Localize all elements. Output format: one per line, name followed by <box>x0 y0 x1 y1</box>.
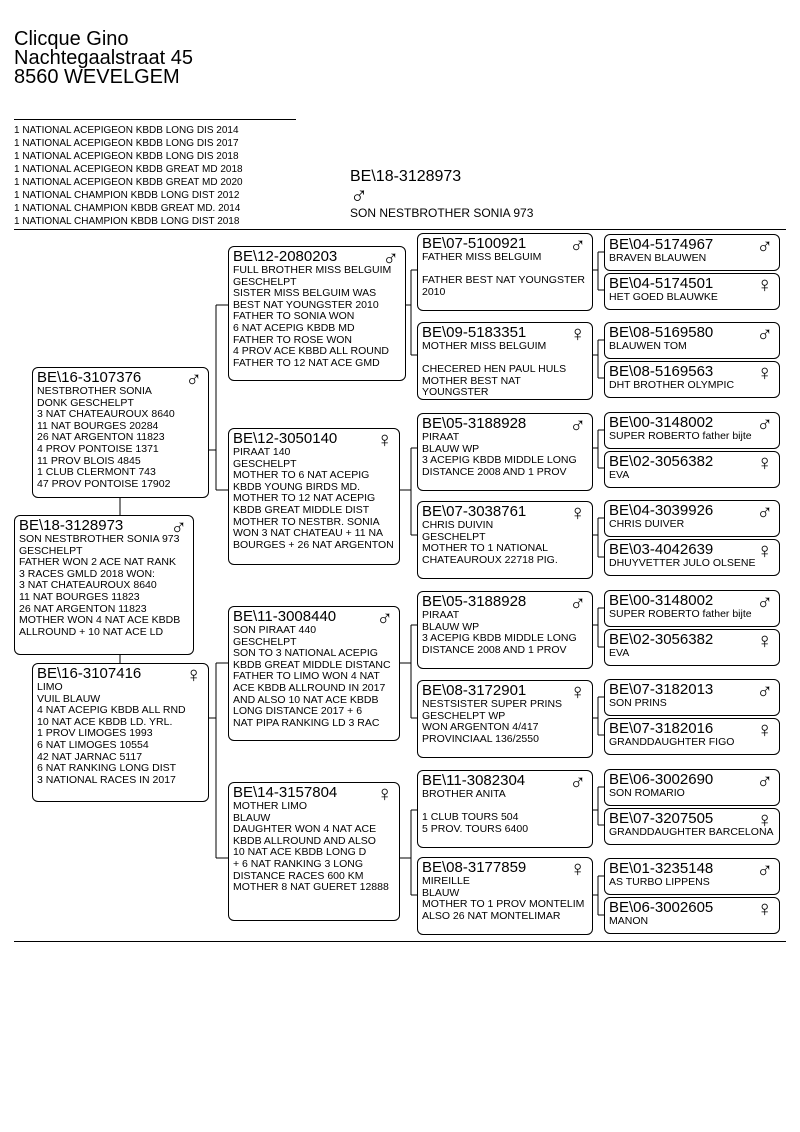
female-icon: ♀ <box>756 361 773 385</box>
female-icon: ♀ <box>569 857 586 881</box>
male-icon: ♂ <box>185 367 202 391</box>
pedigree-box-gen5 <box>604 590 780 627</box>
pigeon-info: SUPER ROBERTO father bijte <box>609 430 752 442</box>
pedigree-box-gen5 <box>604 769 780 806</box>
female-icon: ♀ <box>569 501 586 525</box>
pedigree-box-gen5 <box>604 897 780 934</box>
pedigree-box-gen4 <box>417 591 593 669</box>
achievement-item: 1 NATIONAL CHAMPION KBDB LONG DIST 2018 <box>14 216 240 227</box>
pedigree-box-gen5 <box>604 718 780 755</box>
pedigree-box-gen5 <box>604 539 780 576</box>
ring-number: BE\00-3148002 <box>609 414 714 431</box>
ring-number: BE\11-3082304 <box>422 772 526 789</box>
ring-number: BE\16-3107416 <box>37 665 142 682</box>
achievement-item: 1 NATIONAL ACEPIGEON KBDB LONG DIS 2017 <box>14 138 239 149</box>
pedigree-box-gen5 <box>604 234 780 271</box>
ring-number: BE\04-5174501 <box>609 275 714 292</box>
pigeon-info: CHRIS DUIVER <box>609 518 685 530</box>
ring-number: BE\00-3148002 <box>609 592 714 609</box>
ring-number: BE\12-3050140 <box>233 430 338 447</box>
ring-number: BE\07-3182016 <box>609 720 714 737</box>
pedigree-box-gen5 <box>604 412 780 449</box>
pigeon-info: NESTBROTHER SONIA DONK GESCHELPT 3 NAT CHATEAUROUX 8640 11 NAT BOURGES 20284 26 NAT ARGENTON 11823 4 PROV PONTOISE 1371 11 PROV BLOIS 4845 1 CLUB CLERMONT 743 47 PROV PONTOISE 17902 <box>37 385 175 490</box>
ring-number: BE\05-3188928 <box>422 415 527 432</box>
ring-number: BE\06-3002690 <box>609 771 714 788</box>
pigeon-info: GRANDDAUGHTER BARCELONA <box>609 826 774 838</box>
pedigree-box-gen5 <box>604 858 780 895</box>
pigeon-info: FATHER MISS BELGUIM FATHER BEST NAT YOUNGSTER 2010 <box>422 251 585 298</box>
pigeon-info: HET GOED BLAUWKE <box>609 291 718 303</box>
ring-number: BE\02-3056382 <box>609 453 714 470</box>
owner-name: Clicque Gino <box>14 28 129 50</box>
pigeon-info: EVA <box>609 469 630 481</box>
male-icon: ♂ <box>376 606 393 630</box>
pigeon-info: GRANDDAUGHTER FIGO <box>609 736 735 748</box>
pigeon-info: SUPER ROBERTO father bijte <box>609 608 752 620</box>
ring-number: BE\07-5100921 <box>422 235 527 252</box>
ring-number: BE\04-5174967 <box>609 236 714 253</box>
ring-number: BE\09-5183351 <box>422 324 527 341</box>
pigeon-info: NESTSISTER SUPER PRINS GESCHELPT WP WON ARGENTON 4/417 PROVINCIAAL 136/2550 <box>422 698 563 745</box>
female-icon: ♀ <box>756 273 773 297</box>
female-icon: ♀ <box>569 680 586 704</box>
achievement-item: 1 NATIONAL ACEPIGEON KBDB LONG DIS 2018 <box>14 151 239 162</box>
male-icon: ♂ <box>756 590 773 614</box>
female-icon: ♀ <box>756 808 773 832</box>
ring-number: BE\07-3207505 <box>609 810 714 827</box>
pigeon-info: SON PIRAAT 440 GESCHELPT SON TO 3 NATIONAL ACEPIG KBDB GREAT MIDDLE DISTANC FATHER TO LIMO WON 4 NAT ACE KBDB ALLROUND IN 2017 AND ALSO 10 NAT ACE KBDB LONG DISTANCE 2017 + 6 NAT PIPA RANKING LD 3 RAC <box>233 624 391 729</box>
female-icon: ♀ <box>756 629 773 653</box>
female-icon: ♀ <box>756 451 773 475</box>
female-icon: ♀ <box>376 428 393 452</box>
pedigree-box-gen4 <box>417 680 593 758</box>
ring-number: BE\05-3188928 <box>422 593 527 610</box>
male-icon: ♂ <box>756 858 773 882</box>
pigeon-info: CHRIS DUIVIN GESCHELPT MOTHER TO 1 NATIONAL CHATEAUROUX 22718 PIG. <box>422 519 558 566</box>
ring-number: BE\14-3157804 <box>233 784 338 801</box>
pedigree-box-gen4 <box>417 322 593 400</box>
male-icon: ♂ <box>756 769 773 793</box>
male-icon: ♂ <box>756 412 773 436</box>
male-icon: ♂ <box>382 246 399 270</box>
subject-ring-number: BE\18-3128973 <box>350 168 462 185</box>
pedigree-box-gen4 <box>417 413 593 491</box>
ring-number: BE\06-3002605 <box>609 899 714 916</box>
ring-number: BE\12-2080203 <box>233 248 338 265</box>
ring-number: BE\07-3182013 <box>609 681 714 698</box>
achievement-item: 1 NATIONAL ACEPIGEON KBDB LONG DIS 2014 <box>14 125 239 136</box>
ring-number: BE\16-3107376 <box>37 369 142 386</box>
ring-number: BE\01-3235148 <box>609 860 714 877</box>
female-icon: ♀ <box>756 897 773 921</box>
ring-number: BE\03-4042639 <box>609 541 714 558</box>
ring-number: BE\18-3128973 <box>19 517 124 534</box>
male-icon: ♂ <box>756 322 773 346</box>
female-icon: ♀ <box>185 663 202 687</box>
owner-city: 8560 WEVELGEM <box>14 66 180 88</box>
pedigree-box-gen5 <box>604 273 780 310</box>
ring-number: BE\11-3008440 <box>233 608 337 625</box>
pigeon-info: AS TURBO LIPPENS <box>609 876 710 888</box>
male-icon: ♂ <box>569 770 586 794</box>
male-icon: ♂ <box>756 679 773 703</box>
ring-number: BE\02-3056382 <box>609 631 714 648</box>
pigeon-info: MOTHER MISS BELGUIM CHECERED HEN PAUL HULS MOTHER BEST NAT YOUNGSTER <box>422 340 567 399</box>
ring-number: BE\08-5169563 <box>609 363 714 380</box>
pigeon-info: SON NESTBROTHER SONIA 973 GESCHELPT FATHER WON 2 ACE NAT RANK 3 RACES GMLD 2018 WON: 3 NAT CHATEAUROUX 8640 11 NAT BOURGES 11823 26 NAT ARGENTON 11823 MOTHER WON 4 NAT ACE KBDB ALLROUND + 10 NAT ACE LD <box>19 533 181 638</box>
pigeon-info: DHT BROTHER OLYMPIC <box>609 379 735 391</box>
pigeon-info: SON PRINS <box>609 697 667 709</box>
pedigree-box-dam <box>32 663 209 802</box>
pedigree-box-gen5 <box>604 322 780 359</box>
pedigree-box-gen5 <box>604 808 780 845</box>
achievement-item: 1 NATIONAL ACEPIGEON KBDB GREAT MD 2018 <box>14 164 243 175</box>
female-icon: ♀ <box>569 322 586 346</box>
pigeon-info: BROTHER ANITA 1 CLUB TOURS 504 5 PROV. TOURS 6400 <box>422 788 529 835</box>
achievement-item: 1 NATIONAL CHAMPION KBDB LONG DIST 2012 <box>14 190 240 201</box>
pigeon-info: EVA <box>609 647 630 659</box>
ring-number: BE\08-5169580 <box>609 324 714 341</box>
pedigree-box-gen3 <box>228 606 400 741</box>
owner-street: Nachtegaalstraat 45 <box>14 47 194 69</box>
pedigree-box-gen4 <box>417 233 593 311</box>
male-icon: ♂ <box>569 233 586 257</box>
pigeon-info: MANON <box>609 915 649 927</box>
female-icon: ♀ <box>376 782 393 806</box>
pedigree-box-gen5 <box>604 361 780 398</box>
achievement-item: 1 NATIONAL CHAMPION KBDB GREAT MD. 2014 <box>14 203 241 214</box>
pigeon-info: BRAVEN BLAUWEN <box>609 252 707 264</box>
pigeon-info: PIRAAT 140 GESCHELPT MOTHER TO 6 NAT ACEPIG KBDB YOUNG BIRDS MD. MOTHER TO 12 NAT ACEPIG KBDB GREAT MIDDLE DIST MOTHER TO NESTBR. SONIA WON 3 NAT CHATEAU + 11 NA BOURGES + 26 NAT ARGENTON <box>233 446 394 551</box>
pedigree-box-gen3 <box>228 246 406 381</box>
achievement-item: 1 NATIONAL ACEPIGEON KBDB GREAT MD 2020 <box>14 177 243 188</box>
male-icon: ♂ <box>350 182 368 209</box>
pigeon-info: PIRAAT BLAUW WP 3 ACEPIG KBDB MIDDLE LONG DISTANCE 2008 AND 1 PROV <box>422 431 577 478</box>
pigeon-info: MIREILLE BLAUW MOTHER TO 1 PROV MONTELIM ALSO 26 NAT MONTELIMAR <box>422 875 585 922</box>
pedigree-box-gen4 <box>417 501 593 579</box>
pigeon-info: FULL BROTHER MISS BELGUIM GESCHELPT SISTER MISS BELGUIM WAS BEST NAT YOUNGSTER 2010 FATHER TO SONIA WON 6 NAT ACEPIG KBDB MD FATHER TO ROSE WON 4 PROV ACE KBBD ALL ROUND FATHER TO 12 NAT ACE GMD <box>233 264 392 369</box>
ring-number: BE\08-3177859 <box>422 859 527 876</box>
pedigree-box-gen4 <box>417 857 593 935</box>
male-icon: ♂ <box>569 413 586 437</box>
pedigree-box-gen5 <box>604 629 780 666</box>
pigeon-info: DHUYVETTER JULO OLSENE <box>609 557 756 569</box>
pigeon-info: PIRAAT BLAUW WP 3 ACEPIG KBDB MIDDLE LONG DISTANCE 2008 AND 1 PROV <box>422 609 577 656</box>
pedigree-box-sire <box>32 367 209 498</box>
male-icon: ♂ <box>756 234 773 258</box>
pigeon-info: BLAUWEN TOM <box>609 340 687 352</box>
female-icon: ♀ <box>756 718 773 742</box>
pedigree-box-gen4 <box>417 770 593 848</box>
pigeon-info: LIMO VUIL BLAUW 4 NAT ACEPIG KBDB ALL RND 10 NAT ACE KBDB LD. YRL. 1 PROV LIMOGES 1993 6 NAT LIMOGES 10554 42 NAT JARNAC 5117 6 NAT RANKING LONG DIST 3 NATIONAL RACES IN 2017 <box>37 681 186 786</box>
male-icon: ♂ <box>756 500 773 524</box>
pigeon-info: SON ROMARIO <box>609 787 685 799</box>
subject-description: SON NESTBROTHER SONIA 973 <box>350 206 534 220</box>
female-icon: ♀ <box>756 539 773 563</box>
pigeon-info: MOTHER LIMO BLAUW DAUGHTER WON 4 NAT ACE KBDB ALLROUND AND ALSO 10 NAT ACE KBDB LONG D + 6 NAT RANKING 3 LONG DISTANCE RACES 600 KM MOTHER 8 NAT GUERET 12888 <box>233 800 389 894</box>
pedigree-box-gen3 <box>228 782 400 921</box>
ring-number: BE\08-3172901 <box>422 682 527 699</box>
male-icon: ♂ <box>569 591 586 615</box>
pedigree-box-gen3 <box>228 428 400 565</box>
male-icon: ♂ <box>170 515 187 539</box>
pedigree-box-gen5 <box>604 451 780 488</box>
pedigree-box-gen5 <box>604 679 780 716</box>
pedigree-box-subject <box>14 515 194 655</box>
pedigree-box-gen5 <box>604 500 780 537</box>
ring-number: BE\07-3038761 <box>422 503 527 520</box>
ring-number: BE\04-3039926 <box>609 502 714 519</box>
